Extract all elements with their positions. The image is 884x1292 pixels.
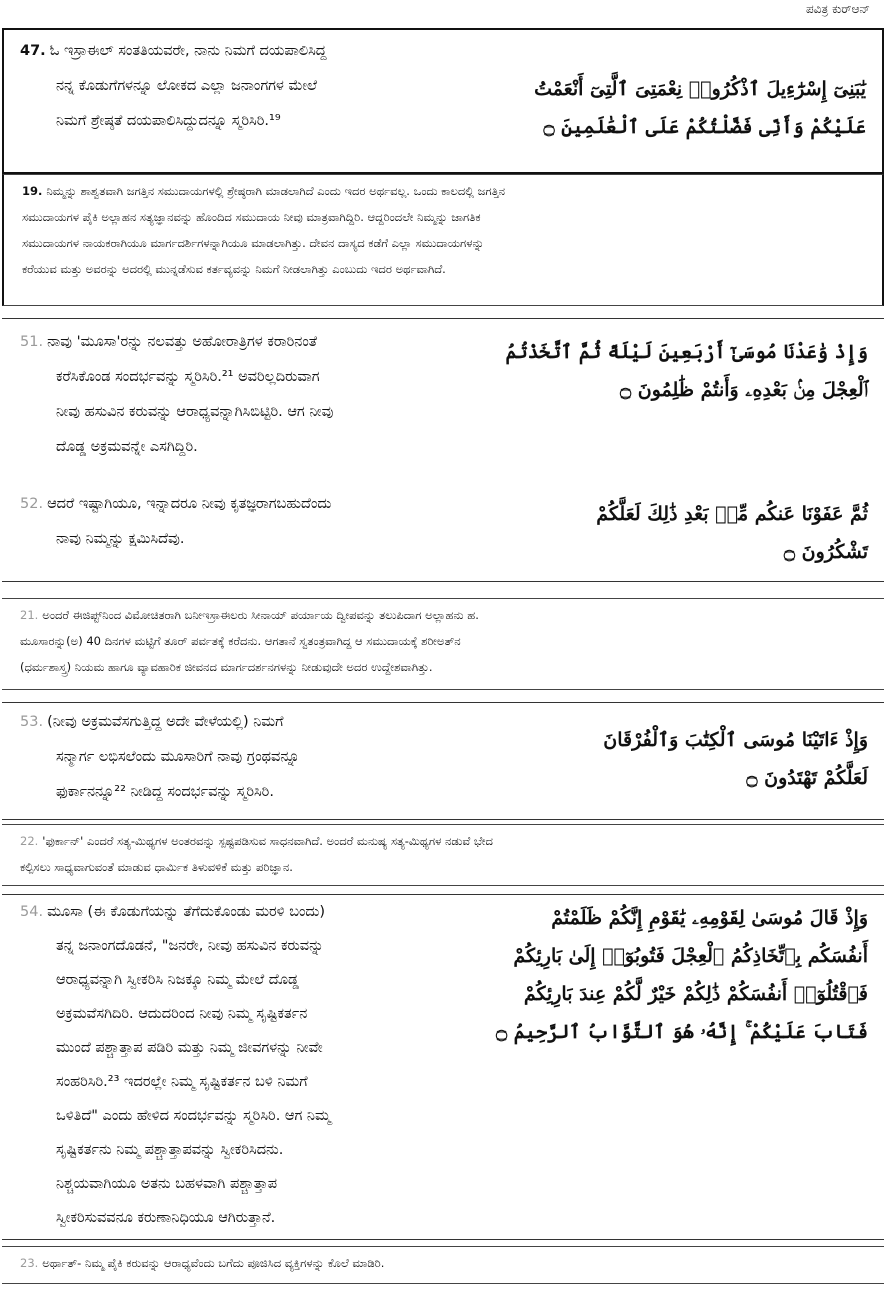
page-header-title: ಪವಿತ್ರ ಕುರ್‌ಆನ್ bbox=[805, 2, 870, 16]
footnote-line: ಸಮುದಾಯಗಳ ಪೈಕಿ ಅಲ್ಲಾಹನ ಸತ್ಯಜ್ಞಾನವನ್ನು ಹೊಂದಿದ ಸಮುದಾಯ ನೀವು ಮಾತ್ರವಾಗಿದ್ದಿರಿ. ಆದ್ದರಿಂದಲೇ ನಿಮ್ಮನ್ನು ಜಾಗತಿಕ bbox=[22, 210, 481, 224]
verse-line: ಆದರೆ ಇಷ್ಟಾಗಿಯೂ, ಇನ್ನಾದರೂ ನೀವು ಕೃತಜ್ಞರಾಗಬಹುದೆಂದು bbox=[47, 496, 332, 512]
footnote-number: 19. bbox=[22, 184, 43, 198]
verse-47-arabic bbox=[534, 70, 866, 146]
footnote-line: ನಿಮ್ಮನ್ನು ಶಾಶ್ವತವಾಗಿ ಜಗತ್ತಿನ ಸಮುದಾಯಗಳಲ್ಲಿ ಶ್ರೇಷ್ಠರಾಗಿ ಮಾಡಲಾಗಿದೆ ಎಂದು ಇದರ ಅರ್ಥವಲ್ಲ. ಒಂದು ಕಾಲದಲ್ಲಿ ಜಗತ್ತಿನ bbox=[46, 184, 506, 198]
verse-line: ಸನ್ಮಾರ್ಗ ಲಭಿಸಲೆಂದು ಮೂಸಾರಿಗೆ ನಾವು ಗ್ರಂಥವನ್ನೂ bbox=[56, 749, 300, 765]
verse-line: ಆರಾಧ್ಯವನ್ನಾಗಿ ಸ್ವೀಕರಿಸಿ ನಿಜಕ್ಕೂ ನಿಮ್ಮ ಮೇಲೆ ದೊಡ್ಡ bbox=[56, 972, 299, 988]
footnote-line: ಸಮುದಾಯಗಳ ನಾಯಕರಾಗಿಯೂ ಮಾರ್ಗದರ್ಶಿಗಳನ್ನಾಗಿಯೂ ಮಾಡಲಾಗಿತ್ತು. ದೇವನ ದಾಸ್ಯದ ಕಡೆಗೆ ಎಲ್ಲಾ ಸಮುದಾಯಗಳನ್ನು bbox=[22, 236, 485, 250]
verse-51-kannada bbox=[20, 325, 520, 465]
footnote-line: ಅಂದರೆ ಈಜಿಪ್ಟ್‌ನಿಂದ ವಿಮೋಚಿತರಾಗಿ ಬನೀಇಸ್ರಾಈಲರು ಸೀನಾಯ್ ಪರ್ಯಾಯ ದ್ವೀಪವನ್ನು ತಲುಪಿದಾಗ ಅಲ್ಲಾಹನು ಹ. bbox=[42, 608, 479, 622]
footnote-line: ಕರೆಯುವ ಮತ್ತು ಅವರನ್ನು ಅದರಲ್ಲಿ ಮುನ್ನಡೆಸುವ ಕರ್ತವ್ಯವನ್ನು ನಿಮಗೆ ನೀಡಲಾಗಿತ್ತು ಎಂಬುದು ಇದರ ಅರ್ಥವಾಗಿದೆ. bbox=[22, 262, 446, 276]
arabic-line: فَٱقْتُلُوٓا۟ أَنفُسَكُمْ ذَٰلِكُمْ خَيْرٌ لَّكُمْ عِندَ بَارِئِكُمْ bbox=[523, 983, 868, 1005]
arabic-line: وَإِذْ وَٰعَدْنَا مُوسَىٰٓ أَرْبَعِينَ لَيْلَةً ثُمَّ ٱتَّخَذْتُمُ bbox=[505, 341, 868, 363]
verse-line: ಒಳಿತಿದೆ" ಎಂದು ಹೇಳಿದ ಸಂದರ್ಭವನ್ನು ಸ್ಮರಿಸಿರಿ. ಆಗ ನಿಮ್ಮ bbox=[56, 1108, 331, 1124]
verse-line: ಸ್ವೀಕರಿಸುವವನೂ ಕರುಣಾನಿಧಿಯೂ ಆಗಿರುತ್ತಾನೆ. bbox=[56, 1210, 276, 1226]
verse-line: ದೊಡ್ಡ ಅಕ್ರಮವನ್ನೇ ಎಸಗಿದ್ದಿರಿ. bbox=[56, 439, 198, 455]
verse-51-arabic bbox=[505, 333, 868, 409]
footnote-line: (ಧರ್ಮಶಾಸ್ತ್ರ) ನಿಯಮ ಹಾಗೂ ವ್ಯಾವಹಾರಿಕ ಜೀವನದ ಮಾರ್ಗದರ್ಶನಗಳನ್ನು ನೀಡುವುದೇ ಅದರ ಉದ್ದೇಶವಾಗಿತ್ತು. bbox=[20, 660, 433, 674]
verse-47-kannada bbox=[20, 34, 520, 139]
verse-line: ನಾವು ನಿಮ್ಮನ್ನು ಕ್ಷಮಿಸಿದೆವು. bbox=[56, 531, 185, 547]
verse-number: 51. bbox=[20, 334, 44, 350]
arabic-line: وَإِذْ ءَاتَيْنَا مُوسَى ٱلْكِتَٰبَ وَٱلْفُرْقَانَ bbox=[603, 729, 868, 751]
verse-line: ತನ್ನ ಜನಾಂಗದೊಡನೆ, "ಜನರೇ, ನೀವು ಹಸುವಿನ ಕರುವನ್ನು bbox=[56, 938, 324, 954]
verse-line: ಅಕ್ರಮವೆಸಗಿದಿರಿ. ಆದುದರಿಂದ ನೀವು ನಿಮ್ಮ ಸೃಷ್ಟಿಕರ್ತನ bbox=[56, 1006, 308, 1022]
verse-number: 47. bbox=[20, 43, 46, 59]
verse-number: 54. bbox=[20, 904, 44, 920]
arabic-line: فَتَابَ عَلَيْكُمْ ۚ إِنَّهُۥ هُوَ ٱلتَّوَّابُ ٱلرَّحِيمُ ۝ bbox=[495, 1021, 868, 1043]
verse-line: ನಾವು 'ಮೂಸಾ'ರನ್ನು ನಲವತ್ತು ಅಹೋರಾತ್ರಿಗಳ ಕರಾರಿನಂತೆ bbox=[47, 334, 318, 350]
verse-line: ಸೃಷ್ಟಿಕರ್ತನು ನಿಮ್ಮ ಪಶ್ಚಾತ್ತಾಪವನ್ನು ಸ್ವೀಕರಿಸಿದನು. bbox=[56, 1142, 284, 1158]
footnote-23 bbox=[2, 1246, 884, 1284]
verse-52-arabic bbox=[548, 495, 868, 571]
footnote-21 bbox=[2, 598, 884, 690]
verses-51-52-box bbox=[2, 318, 884, 582]
verse-line: ಮೂಸಾ (ಈ ಕೊಡುಗೆಯನ್ನು ತೆಗೆದುಕೊಂಡು ಮರಳಿ ಬಂದು) bbox=[47, 904, 326, 920]
verse-52-kannada bbox=[20, 487, 520, 557]
verse-line: ನಿಶ್ಚಯವಾಗಿಯೂ ಅತನು ಬಹಳವಾಗಿ ಪಶ್ಚಾತ್ತಾಪ bbox=[56, 1176, 278, 1192]
footnote-number: 22. bbox=[20, 834, 39, 848]
footnote-22 bbox=[2, 824, 884, 886]
arabic-line: عَلَيْكُمْ وَأَنِّى فَضَّلْتُكُمْ عَلَى ٱلْعَٰلَمِينَ ۝ bbox=[543, 116, 866, 138]
verse-number: 52. bbox=[20, 496, 44, 512]
arabic-line: ثُمَّ عَفَوْنَا عَنكُم مِّنۢ بَعْدِ ذَٰلِكَ لَعَلَّكُمْ bbox=[596, 503, 868, 525]
verse-line: (ನೀವು ಅಕ್ರಮವೆಸಗುತ್ತಿದ್ದ ಅದೇ ವೇಳೆಯಲ್ಲಿ) ನಿಮಗೆ bbox=[47, 714, 284, 730]
footnote-line: ಅರ್ಥಾತ್- ನಿಮ್ಮ ಪೈಕಿ ಕರುವನ್ನು ಆರಾಧ್ಯವೆಂದು ಬಗೆದು ಪೂಜಿಸಿದ ವ್ಯಕ್ತಿಗಳನ್ನು ಕೊಲೆ ಮಾಡಿರಿ. bbox=[42, 1256, 385, 1270]
verse-line: ಸಂಹರಿಸಿರಿ.²³ ಇದರಲ್ಲೇ ನಿಮ್ಮ ಸೃಷ್ಟಿಕರ್ತನ ಬಳಿ ನಿಮಗೆ bbox=[56, 1074, 308, 1090]
verse-line: ನಿಮಗೆ ಶ್ರೇಷ್ಠತೆ ದಯಪಾಲಿಸಿದ್ದುದನ್ನೂ ಸ್ಮರಿಸಿರಿ.¹⁹ bbox=[56, 113, 281, 129]
verse-53-arabic bbox=[548, 721, 868, 797]
verse-line: ಫುರ್ಕಾನನ್ನೂ²² ನೀಡಿದ್ದ ಸಂದರ್ಭವನ್ನು ಸ್ಮರಿಸಿರಿ. bbox=[56, 784, 274, 800]
verse-53-kannada bbox=[20, 705, 520, 810]
footnote-line: ಕಲ್ಪಿಸಲು ಸಾಧ್ಯವಾಗುವಂತೆ ಮಾಡುವ ಧಾರ್ಮಿಕ ತಿಳುವಳಿಕೆ ಮತ್ತು ಪರಿಜ್ಞಾನ. bbox=[20, 860, 293, 874]
verse-54-kannada bbox=[20, 895, 520, 1235]
footnote-number: 23. bbox=[20, 1256, 39, 1270]
footnote-line: ಮೂಸಾರನ್ನು(ಅ) 40 ದಿನಗಳ ಮಟ್ಟಿಗೆ ತೂರ್ ಪರ್ವತಕ್ಕೆ ಕರೆದನು. ಆಗತಾನೆ ಸ್ವತಂತ್ರವಾಗಿದ್ದ ಆ ಸಮುದಾಯಕ್ಕೆ ಶರೀಅತ್‌ನ bbox=[20, 634, 461, 648]
verse-54-box bbox=[2, 894, 884, 1240]
arabic-line: تَشْكُرُونَ ۝ bbox=[783, 541, 868, 563]
arabic-line: يَٰبَنِىٓ إِسْرَٰٓءِيلَ ٱذْكُرُوا۟ نِعْمَتِىَ ٱلَّتِىٓ أَنْعَمْتُ bbox=[534, 78, 866, 100]
verse-line: ನನ್ನ ಕೊಡುಗೆಗಳನ್ನೂ ಲೋಕದ ಎಲ್ಲಾ ಜನಾಂಗಗಳ ಮೇಲೆ bbox=[56, 78, 318, 94]
verse-line: ನೀವು ಹಸುವಿನ ಕರುವನ್ನು ಆರಾಧ್ಯವನ್ನಾಗಿಸಿಬಿಟ್ಟಿರಿ. ಆಗ ನೀವು bbox=[56, 404, 334, 420]
footnote-line: 'ಫುರ್ಕಾನ್' ಎಂದರೆ ಸತ್ಯ-ಮಿಥ್ಯಗಳ ಅಂತರವನ್ನು ಸ್ಪಷ್ಟಪಡಿಸುವ ಸಾಧನವಾಗಿದೆ. ಅಂದರೆ ಮನುಷ್ಯ ಸತ್ಯ-ಮಿಥ್ಯಗಳ ನಡುವೆ ಭೇದ bbox=[42, 834, 493, 848]
footnote-19 bbox=[2, 174, 884, 306]
verse-53-box bbox=[2, 702, 884, 820]
arabic-line: أَنفُسَكُم بِٱتِّخَاذِكُمُ ٱلْعِجْلَ فَتُوبُوٓا۟ إِلَىٰ بَارِئِكُمْ bbox=[513, 945, 868, 967]
verse-line: ಮುಂದೆ ಪಶ್ಚಾತ್ತಾಪ ಪಡಿರಿ ಮತ್ತು ನಿಮ್ಮ ಜೀವಗಳನ್ನು ನೀವೇ bbox=[56, 1040, 323, 1056]
arabic-line: وَإِذْ قَالَ مُوسَىٰ لِقَوْمِهِۦ يَٰقَوْمِ إِنَّكُمْ ظَلَمْتُمْ bbox=[551, 907, 868, 929]
arabic-line: ٱلْعِجْلَ مِنۢ بَعْدِهِۦ وَأَنتُمْ ظَٰلِمُونَ ۝ bbox=[620, 379, 868, 401]
arabic-line: لَعَلَّكُمْ تَهْتَدُونَ ۝ bbox=[746, 767, 868, 789]
verse-47-box bbox=[2, 28, 884, 174]
footnote-number: 21. bbox=[20, 608, 39, 622]
verse-line: ಕರೆಸಿಕೊಂಡ ಸಂದರ್ಭವನ್ನು ಸ್ಮರಿಸಿರಿ.²¹ ಅವರಿಲ್ಲದಿರುವಾಗ bbox=[56, 369, 320, 385]
verse-54-arabic bbox=[495, 899, 868, 1051]
verse-number: 53. bbox=[20, 714, 44, 730]
verse-line: ಓ ಇಸ್ರಾಈಲ್ ಸಂತತಿಯವರೇ, ನಾನು ನಿಮಗೆ ದಯಪಾಲಿಸಿದ್ದ bbox=[49, 43, 327, 59]
